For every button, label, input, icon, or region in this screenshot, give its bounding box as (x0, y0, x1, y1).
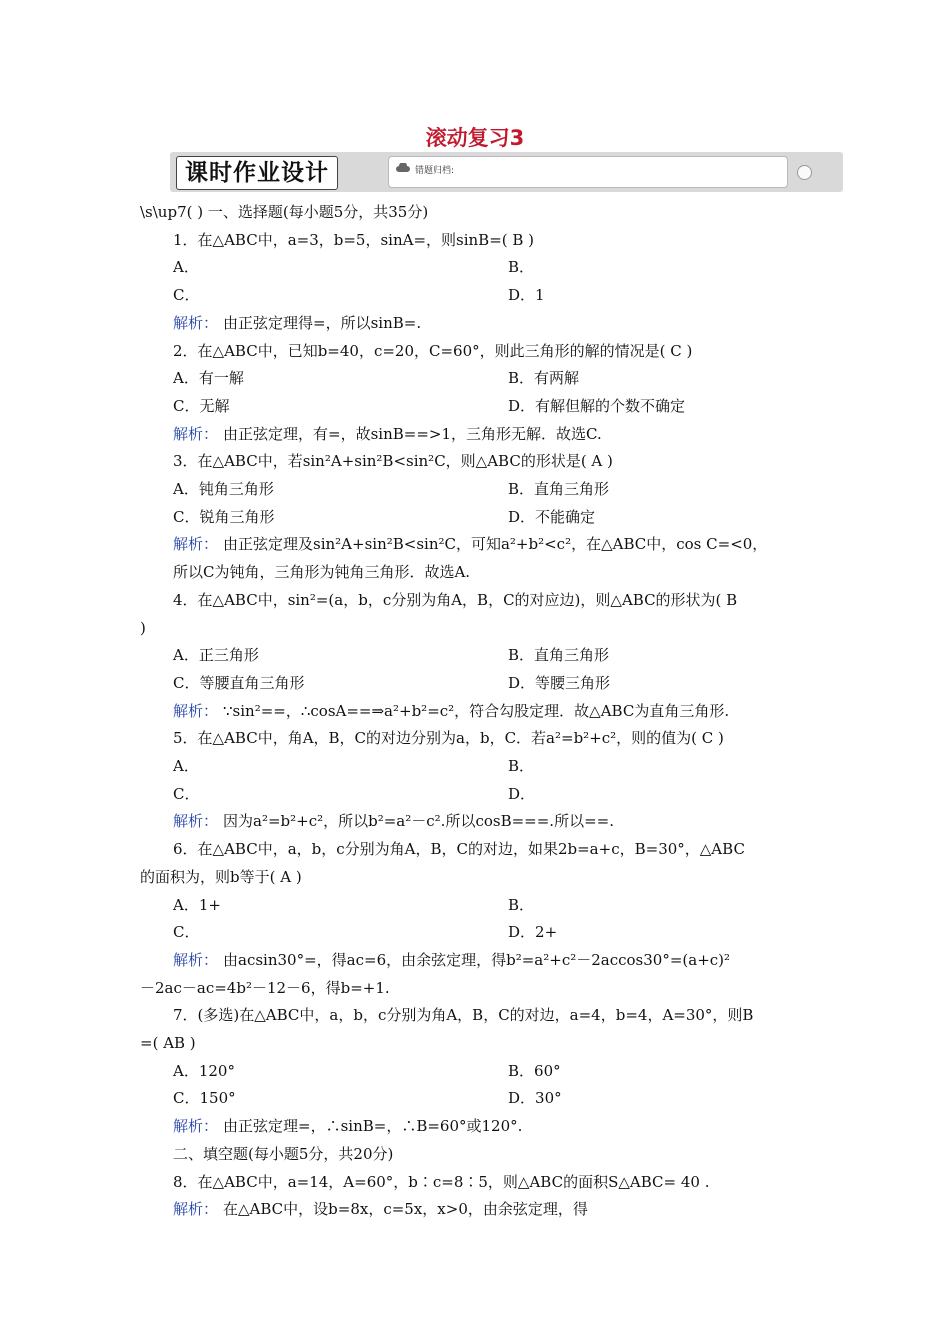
text-line: －2ac－ac=4b²－12－6，得b=+1. (140, 979, 390, 997)
solution-text: 因为a²=b²+c²，所以b²=a²－c².所以cosB===.所以==. (223, 812, 614, 830)
option-text: B．直角三角形 (508, 480, 610, 498)
page-title: 滚动复习3 (425, 126, 525, 150)
text-line: \s\up7( ) 一、选择题(每小题5分，共35分) (140, 203, 429, 221)
pin-icon (797, 165, 812, 180)
option-text: C．150° (173, 1089, 236, 1107)
option-text: D．2+ (508, 923, 558, 941)
option-text: A． (173, 757, 199, 775)
solution-label: 解析： (173, 314, 219, 332)
option-text: A． (173, 258, 199, 276)
text-line: 二、填空题(每小题5分，共20分) (173, 1145, 394, 1163)
solution-text: 由正弦定理，有=，故sinB==>1，三角形无解．故选C. (223, 425, 602, 443)
solution-text: 在△ABC中，设b=8x，c=5x，x>0，由余弦定理，得 (223, 1200, 588, 1218)
solution-text: 由正弦定理=，∴sinB=，∴B=60°或120°. (223, 1117, 523, 1135)
option-text: C． (173, 923, 200, 941)
text-line: 2．在△ABC中，已知b=40，c=20，C=60°，则此三角形的解的情况是( C ) (173, 342, 693, 360)
solution-label: 解析： (173, 535, 219, 553)
option-text: B． (508, 896, 535, 914)
text-line: 4．在△ABC中，sin²=(a，b，c分别为角A，B，C的对应边)，则△ABC的形状为( B (173, 591, 738, 609)
option-text: C．锐角三角形 (173, 508, 275, 526)
solution-text: 由正弦定理及sin²A+sin²B<sin²C，可知a²+b²<c²，在△ABC中，cos C=<0， (223, 535, 768, 553)
solution-label: 解析： (173, 1117, 219, 1135)
solution-label: 解析： (173, 425, 219, 443)
cloud-icon (396, 163, 410, 173)
option-text: D．30° (508, 1089, 562, 1107)
option-text: B．直角三角形 (508, 646, 610, 664)
text-line: 7．(多选)在△ABC中，a，b，c分别为角A，B，C的对边，a=4，b=4，A=30°，则B (173, 1006, 754, 1024)
solution-label: 解析： (173, 702, 219, 720)
text-line: 1．在△ABC中，a=3，b=5，sinA=，则sinB=( B ) (173, 231, 535, 249)
text-line: 的面积为，则b等于( A ) (140, 868, 302, 886)
option-text: A．有一解 (173, 369, 244, 387)
error-archive-box[interactable] (388, 156, 788, 188)
option-text: A．正三角形 (173, 646, 259, 664)
option-text: D．等腰三角形 (508, 674, 611, 692)
option-text: D． (508, 785, 536, 803)
solution-label: 解析： (173, 812, 219, 830)
text-line: 3．在△ABC中，若sin²A+sin²B<sin²C，则△ABC的形状是( A ) (173, 452, 613, 470)
text-line: 8．在△ABC中，a=14，A=60°，b∶c=8∶5，则△ABC的面积S△ABC= 40 . (173, 1173, 710, 1191)
text-line: =( AB ) (140, 1034, 196, 1052)
text-line: ) (140, 619, 146, 637)
solution-text: 由正弦定理得=，所以sinB=. (223, 314, 422, 332)
option-text: B． (508, 258, 535, 276)
option-text: A．1+ (173, 896, 221, 914)
text-line: 5．在△ABC中，角A，B，C的对边分别为a，b，C．若a²=b²+c²，则的值为( C ) (173, 729, 724, 747)
option-text: D．有解但解的个数不确定 (508, 397, 686, 415)
option-text: C． (173, 286, 200, 304)
option-text: B．有两解 (508, 369, 580, 387)
header-banner (170, 152, 843, 192)
solution-label: 解析： (173, 951, 219, 969)
option-text: A．120° (173, 1062, 235, 1080)
option-text: C．无解 (173, 397, 230, 415)
option-text: D．不能确定 (508, 508, 596, 526)
solution-text: 由acsin30°=，得ac=6，由余弦定理，得b²=a²+c²－2accos30°=(a+c)² (223, 951, 731, 969)
option-text: A．钝角三角形 (173, 480, 274, 498)
text-line: 所以C为钝角，三角形为钝角三角形．故选A. (173, 563, 471, 581)
error-archive-label: 错题归档: (415, 166, 455, 176)
option-text: B．60° (508, 1062, 561, 1080)
banner-label: 课时作业设计 (176, 156, 338, 190)
text-line: 6．在△ABC中，a，b，c分别为角A，B，C的对边，如果2b=a+c，B=30°，△ABC (173, 840, 745, 858)
option-text: C． (173, 785, 200, 803)
solution-label: 解析： (173, 1200, 219, 1218)
option-text: B． (508, 757, 535, 775)
option-text: C．等腰直角三角形 (173, 674, 305, 692)
option-text: D．1 (508, 286, 545, 304)
solution-text: ∵sin²==，∴cosA==⇒a²+b²=c²，符合勾股定理．故△ABC为直角三角形. (223, 702, 730, 720)
